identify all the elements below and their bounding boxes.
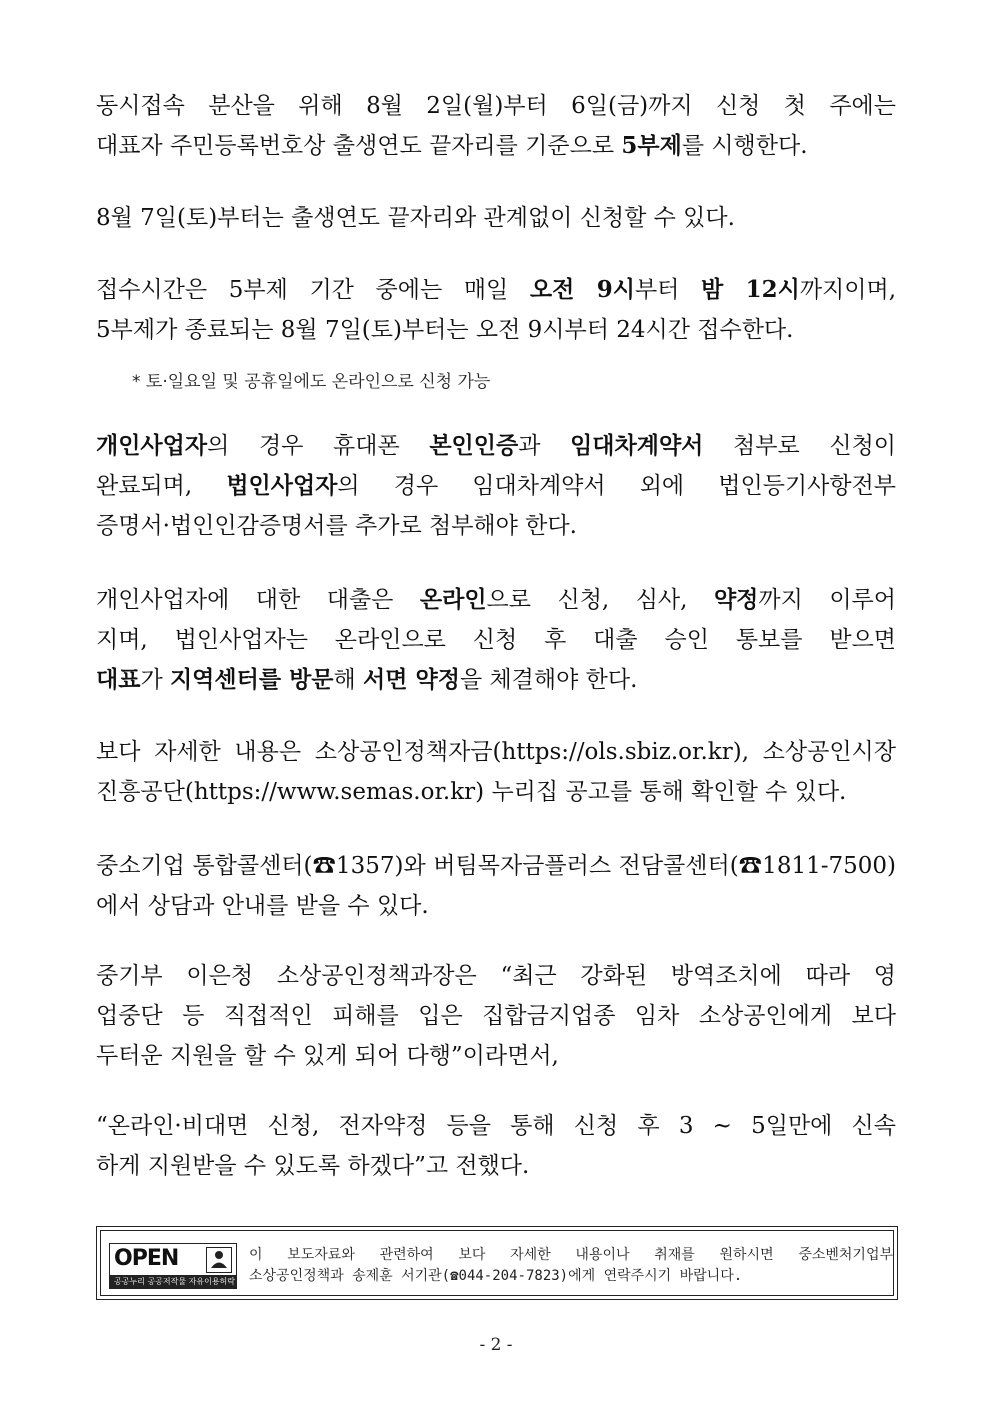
bold-text: 5부제	[621, 132, 682, 159]
contact-line: 이 보도자료와 관련하여 보다 자세한 내용이나 취재를 원하시면 중소벤처기업부	[249, 1247, 893, 1263]
contact-box	[96, 1226, 898, 1300]
contact-line: 소상공인정책과 송제훈 서기관(☎044-204-7823)에게 연락주시기 바랍니다.	[249, 1268, 743, 1284]
bold-text: 오전 9시	[529, 276, 635, 303]
text-line: 동시접속 분산을 위해 8월 2일(월)부터 6일(금)까지 신청 첫 주에는	[96, 93, 896, 119]
text-line: 에서 상담과 안내를 받을 수 있다.	[96, 893, 429, 919]
paragraph-quote	[96, 956, 896, 1076]
note-weekend: * 토·일요일 및 공휴일에도 온라인으로 신청 가능	[132, 372, 491, 392]
page-number: - 2 -	[479, 1335, 513, 1355]
text-line: 개인사업자에 대한 대출은 온라인으로 신청, 심사, 약정까지 이루어	[96, 586, 896, 613]
text-line: 증명서·법인인감증명서를 추가로 첨부해야 한다.	[96, 513, 577, 539]
open-logo-text: OPEN	[114, 1246, 179, 1271]
text-line: 두터운 지원을 할 수 있게 되어 다행”이라면서,	[96, 1043, 559, 1069]
text-line: 5부제가 종료되는 8월 7일(토)부터는 오전 9시부터 24시간 접수한다.	[96, 317, 794, 343]
paragraph-loan-process	[96, 580, 896, 700]
paragraph-reception-hours	[96, 270, 896, 350]
text-line: 진흥공단(https://www.semas.or.kr) 누리집 공고를 통해 확인할 수 있다.	[96, 779, 847, 805]
kogl-open-logo	[109, 1243, 237, 1289]
text-line: 대표자 주민등록번호상 출생연도 끝자리를 기준으로 5부제를 시행한다.	[96, 132, 808, 159]
paragraph-after-aug7	[96, 198, 896, 238]
text-line: 개인사업자의 경우 휴대폰 본인인증과 임대차계약서 첨부로 신청이	[96, 432, 897, 459]
paragraph-quote-end	[96, 1106, 896, 1186]
text-line: 중소기업 통합콜센터(☎1357)와 버팀목자금플러스 전담콜센터(☎1811-7500)	[96, 853, 896, 879]
text-line: 접수시간은 5부제 기간 중에는 매일 오전 9시부터 밤 12시까지이며,	[96, 276, 897, 303]
paragraph-documents	[96, 426, 896, 546]
contact-text	[249, 1245, 893, 1287]
text-line: 8월 7일(토)부터는 출생연도 끝자리와 관계없이 신청할 수 있다.	[96, 205, 735, 231]
paragraph-more-info	[96, 732, 896, 812]
text-line: 보다 자세한 내용은 소상공인정책자금(https://ols.sbiz.or.kr), 소상공인시장	[96, 739, 896, 765]
text-line: 중기부 이은청 소상공인정책과장은 “최근 강화된 방역조치에 따라 영	[96, 963, 896, 989]
text-line: “온라인·비대면 신청, 전자약정 등을 통해 신청 후 3 ~ 5일만에 신속	[96, 1113, 896, 1139]
person-icon	[206, 1247, 232, 1273]
text-line: 하게 지원받을 수 있도록 하겠다”고 전했다.	[96, 1153, 530, 1179]
paragraph-5day-system	[96, 86, 896, 166]
text-line: 지며, 법인사업자는 온라인으로 신청 후 대출 승인 통보를 받으면	[96, 627, 896, 653]
text-line: 대표가 지역센터를 방문해 서면 약정을 체결해야 한다.	[96, 666, 638, 693]
paragraph-call-center	[96, 846, 896, 926]
open-logo-band: 공공누리 공공저작물 자유이용허락	[110, 1275, 236, 1288]
text-line: 완료되며, 법인사업자의 경우 임대차계약서 외에 법인등기사항전부	[96, 472, 897, 499]
bold-text: 밤 12시	[701, 276, 800, 303]
text-line: 업중단 등 직접적인 피해를 입은 집합금지업종 임차 소상공인에게 보다	[96, 1003, 896, 1029]
